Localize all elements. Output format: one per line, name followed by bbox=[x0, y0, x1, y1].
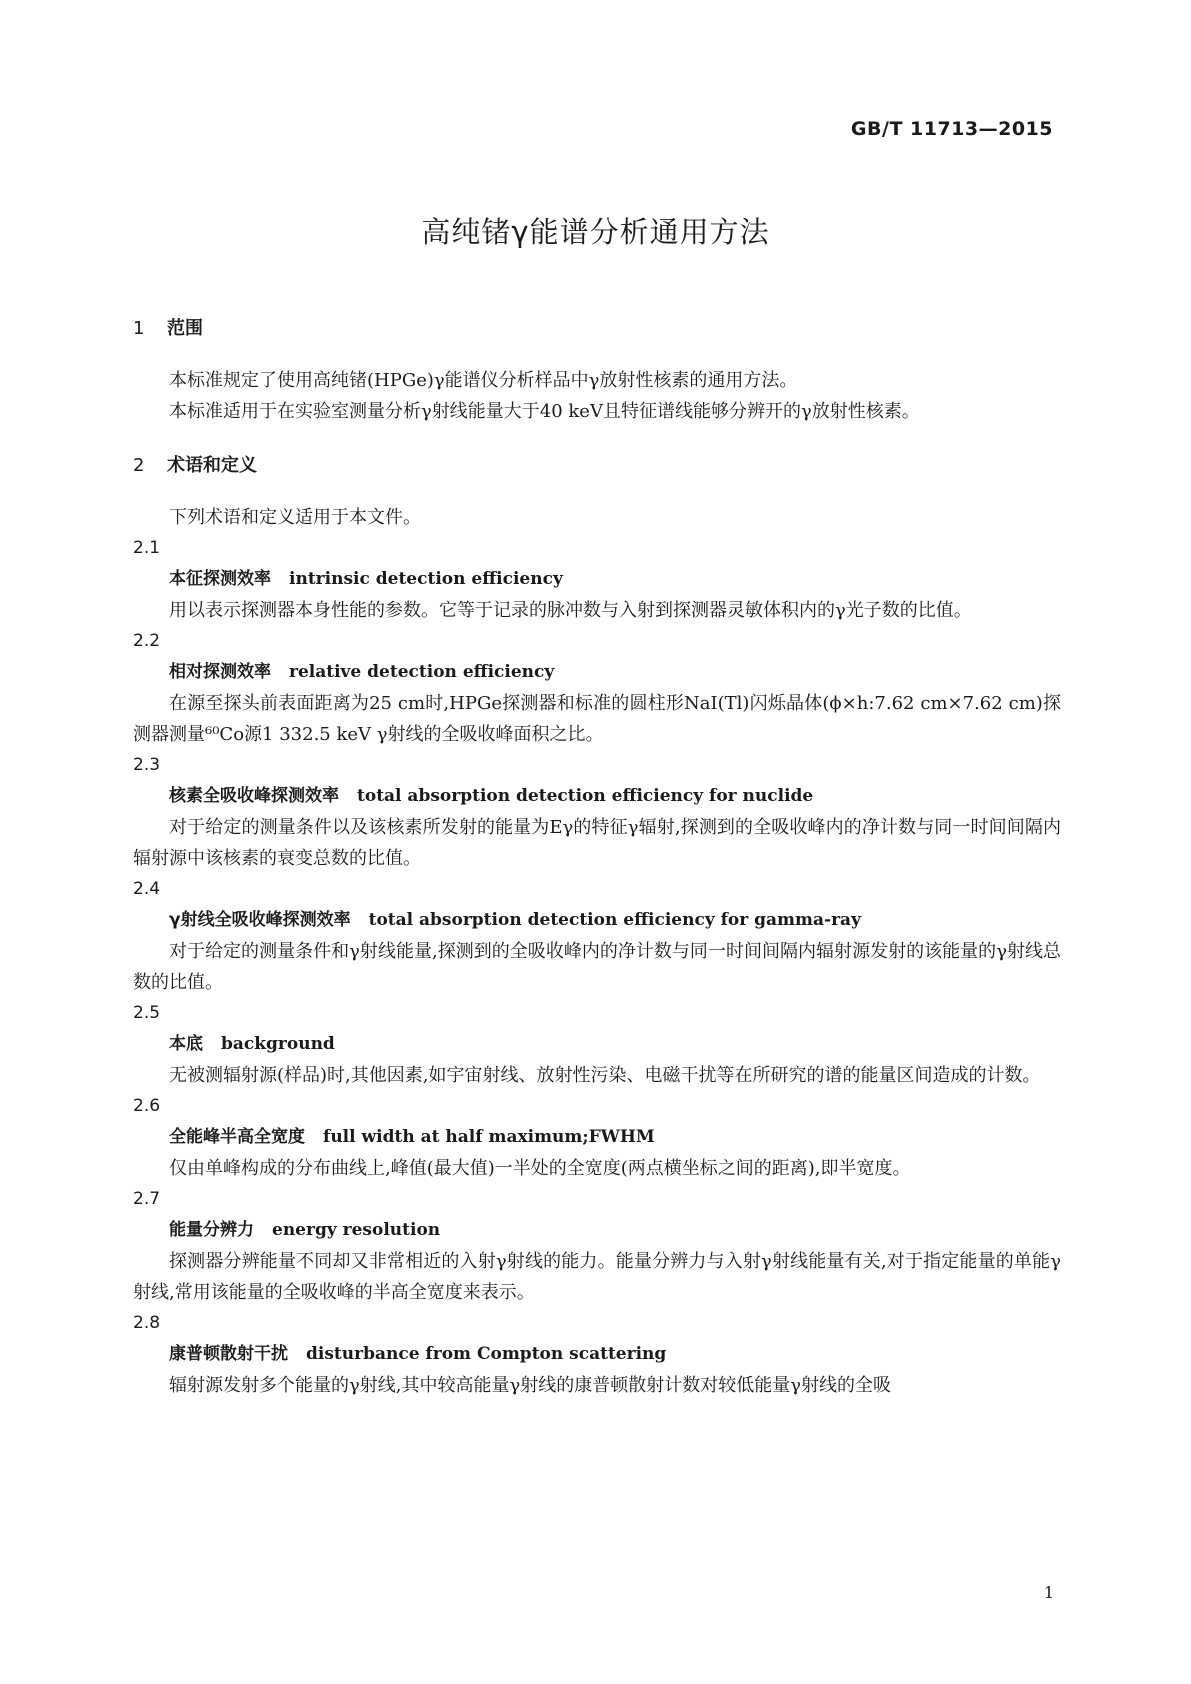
scope-paragraph: 本标准规定了使用高纯锗(HPGe)γ能谱仪分析样品中γ放射性核素的通用方法。 bbox=[169, 370, 798, 391]
term-name-en: full width at half maximum;FWHM bbox=[323, 1127, 655, 1147]
term-number: 2.6 bbox=[133, 1096, 161, 1116]
term-name-en: energy resolution bbox=[272, 1220, 441, 1240]
section-heading-terms bbox=[133, 450, 1061, 481]
term-entry bbox=[133, 1184, 1061, 1308]
section-title: 术语和定义 bbox=[167, 455, 257, 476]
document-title: 高纯锗γ能谱分析通用方法 bbox=[421, 215, 770, 249]
section-title: 范围 bbox=[167, 318, 203, 339]
term-name bbox=[133, 657, 1061, 688]
term-name bbox=[133, 1029, 1061, 1060]
term-entry bbox=[133, 1091, 1061, 1184]
term-name-zh: 全能峰半高全宽度 bbox=[169, 1127, 305, 1147]
term-name-en: disturbance from Compton scattering bbox=[306, 1344, 667, 1364]
term-number: 2.2 bbox=[133, 631, 161, 651]
term-name-en: total absorption detection efficiency for gamma-ray bbox=[368, 910, 861, 930]
term-name bbox=[133, 564, 1061, 595]
section-heading-scope bbox=[133, 313, 1061, 344]
term-name-zh: 相对探测效率 bbox=[169, 662, 271, 682]
term-entry bbox=[133, 1308, 1061, 1401]
section-number: 1 bbox=[133, 318, 145, 339]
term-name-zh: 康普顿散射干扰 bbox=[169, 1344, 288, 1364]
term-name bbox=[133, 781, 1061, 812]
term-number: 2.3 bbox=[133, 755, 161, 775]
page-number: 1 bbox=[1043, 1583, 1054, 1602]
term-definition: 对于给定的测量条件和γ射线能量,探测到的全吸收峰内的净计数与同一时间间隔内辐射源发射的该能量的γ射线总数的比值。 bbox=[133, 941, 1061, 993]
term-number: 2.4 bbox=[133, 879, 161, 899]
standard-code: GB/T 11713—2015 bbox=[850, 118, 1053, 140]
term-name-zh: 核素全吸收峰探测效率 bbox=[169, 786, 339, 806]
term-definition: 探测器分辨能量不同却又非常相近的入射γ射线的能力。能量分辨力与入射γ射线能量有关,对于指定能量的单能γ射线,常用该能量的全吸收峰的半高全宽度来表示。 bbox=[133, 1251, 1061, 1303]
term-number: 2.7 bbox=[133, 1189, 161, 1209]
term-name-en: background bbox=[221, 1034, 335, 1054]
term-entry bbox=[133, 626, 1061, 750]
term-name bbox=[133, 1215, 1061, 1246]
term-name-zh: 本底 bbox=[169, 1034, 203, 1054]
term-name-zh: 能量分辨力 bbox=[169, 1220, 254, 1240]
term-name-en: relative detection efficiency bbox=[289, 662, 555, 682]
scope-paragraph: 本标准适用于在实验室测量分析γ射线能量大于40 keV且特征谱线能够分辨开的γ放射性核素。 bbox=[169, 401, 920, 422]
term-entry bbox=[133, 533, 1061, 626]
term-name-zh: 本征探测效率 bbox=[169, 569, 271, 589]
term-name bbox=[133, 1122, 1061, 1153]
terms-intro: 下列术语和定义适用于本文件。 bbox=[169, 507, 421, 528]
term-definition: 辐射源发射多个能量的γ射线,其中较高能量γ射线的康普顿散射计数对较低能量γ射线的全吸 bbox=[169, 1375, 891, 1396]
section-number: 2 bbox=[133, 455, 145, 476]
term-definition: 对于给定的测量条件以及该核素所发射的能量为Eγ的特征γ辐射,探测到的全吸收峰内的净计数与同一时间间隔内辐射源中该核素的衰变总数的比值。 bbox=[133, 817, 1061, 869]
term-entry bbox=[133, 998, 1061, 1091]
term-number: 2.5 bbox=[133, 1003, 161, 1023]
document-body bbox=[133, 313, 1061, 1401]
term-definition: 仅由单峰构成的分布曲线上,峰值(最大值)一半处的全宽度(两点横坐标之间的距离),即半宽度。 bbox=[169, 1158, 911, 1179]
term-name bbox=[133, 905, 1061, 936]
term-entry bbox=[133, 750, 1061, 874]
term-definition: 在源至探头前表面距离为25 cm时,HPGe探测器和标准的圆柱形NaI(Tl)闪烁晶体(ϕ×h:7.62 cm×7.62 cm)探测器测量⁶⁰Co源1 332.5 keV γ射线的全吸收峰面积之比。 bbox=[133, 693, 1061, 745]
term-definition: 无被测辐射源(样品)时,其他因素,如宇宙射线、放射性污染、电磁干扰等在所研究的谱的能量区间造成的计数。 bbox=[169, 1065, 1041, 1086]
term-name bbox=[133, 1339, 1061, 1370]
term-definition: 用以表示探测器本身性能的参数。它等于记录的脉冲数与入射到探测器灵敏体积内的γ光子数的比值。 bbox=[169, 600, 972, 621]
term-name-en: intrinsic detection efficiency bbox=[289, 569, 563, 589]
term-name-zh: γ射线全吸收峰探测效率 bbox=[169, 910, 351, 930]
term-entry bbox=[133, 874, 1061, 998]
term-number: 2.1 bbox=[133, 538, 161, 558]
term-name-en: total absorption detection efficiency for nuclide bbox=[357, 786, 814, 806]
term-number: 2.8 bbox=[133, 1313, 161, 1333]
